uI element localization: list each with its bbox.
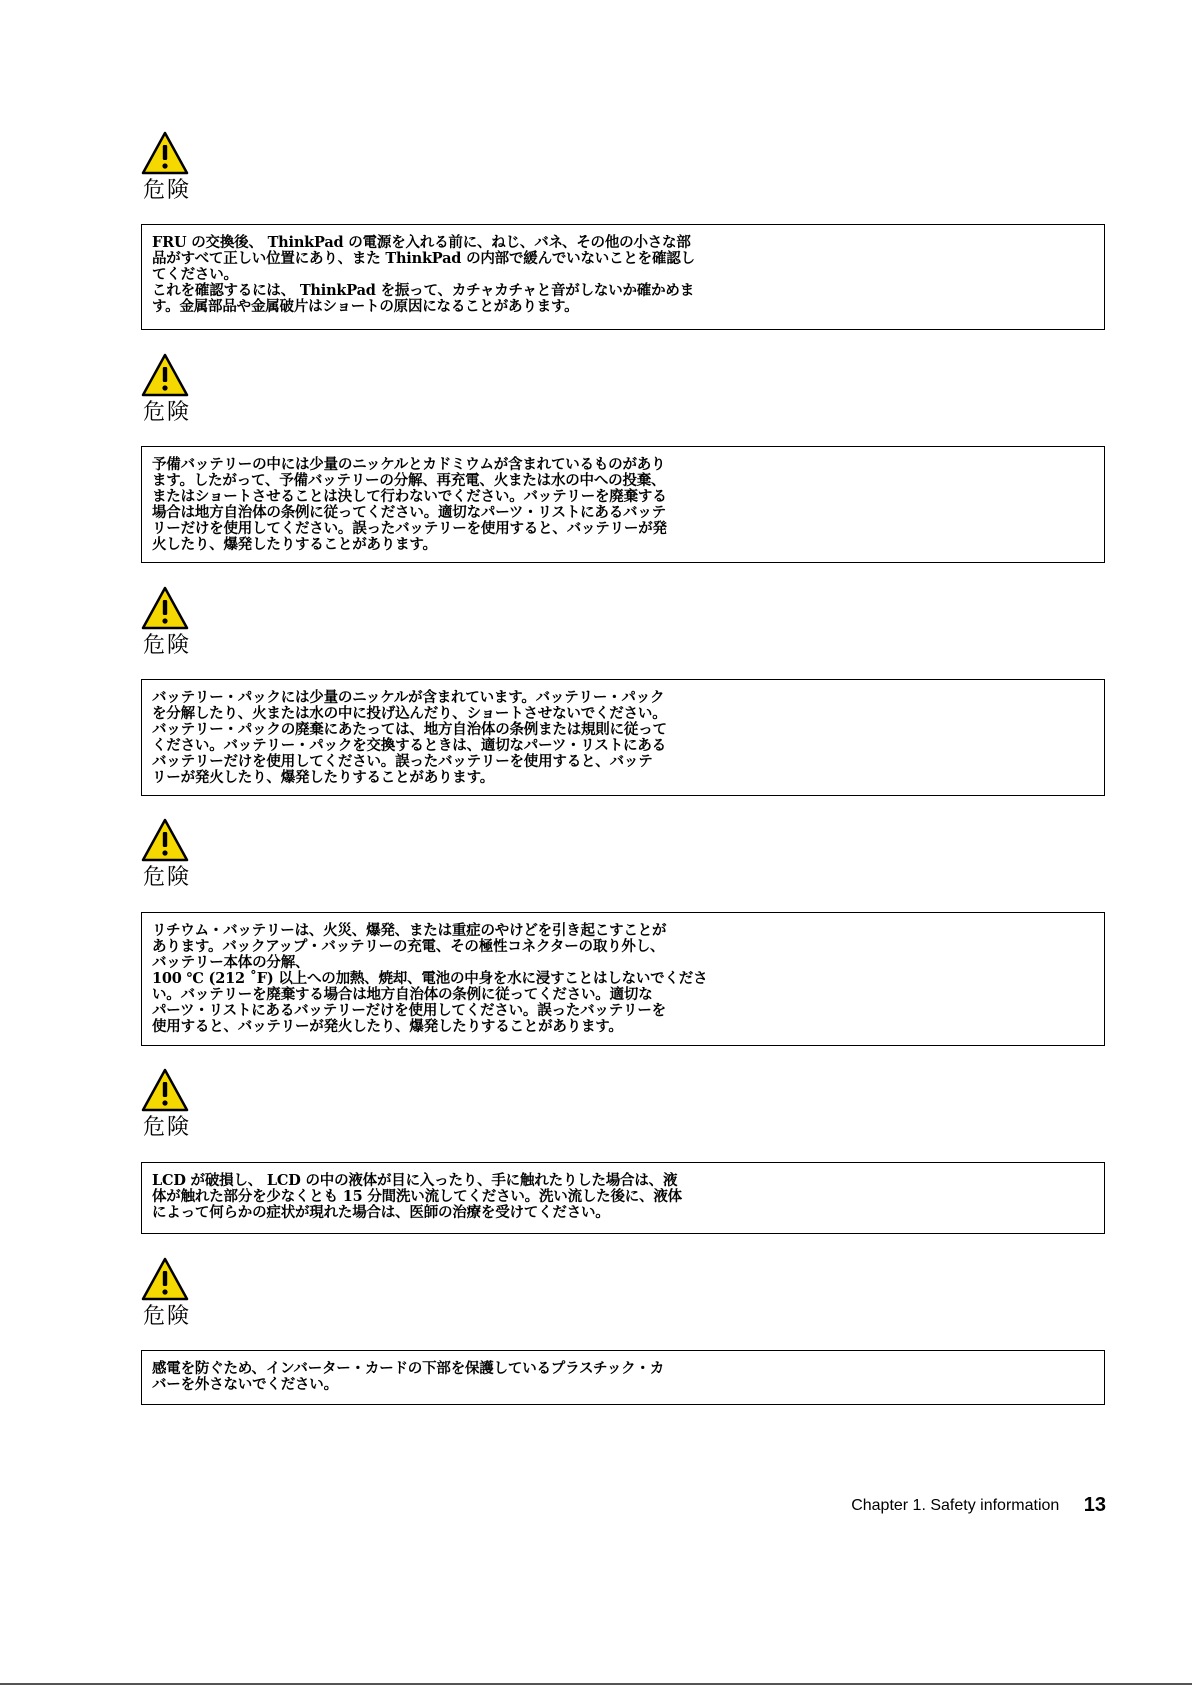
- notice-box: [141, 679, 1105, 796]
- chapter-title: Chapter 1. Safety information: [851, 1496, 1060, 1514]
- notice-text-line: 品がすべて正しい位置にあり、また ThinkPad の内部で緩んでいないことを確認し: [152, 250, 695, 267]
- notice-text-line: す。金属部品や金属破片はショートの原因になることがあります。: [152, 298, 579, 315]
- notice-box: [141, 912, 1105, 1046]
- notice-text-line: 使用すると、バッテリーが発火したり、爆発したりすることがあります。: [152, 1018, 623, 1035]
- notice-text-line: バッテリーだけを使用してください。誤ったバッテリーを使用すると、バッテ: [152, 753, 653, 770]
- notice-text-line: ます。したがって、予備バッテリーの分解、再充電、火または水の中への投棄、: [152, 472, 666, 489]
- warning-triangle-icon: [141, 131, 189, 175]
- notice-text-line: リーだけを使用してください。誤ったバッテリーを使用すると、バッテリーが発: [152, 520, 667, 537]
- notice-text-line: バッテリー・パックには少量のニッケルが含まれています。バッテリー・パック: [152, 689, 665, 706]
- notice-text-line: これを確認するには、 ThinkPad を振って、カチャカチャと音がしないか確かめま: [152, 282, 695, 299]
- warning-triangle-icon: [141, 353, 189, 397]
- danger-label: 危険: [143, 1304, 192, 1329]
- page-footer: [851, 1494, 1106, 1517]
- notice-text-line: 体が触れた部分を少なくとも 15 分間洗い流してください。洗い流した後に、液体: [152, 1188, 682, 1205]
- warning-triangle-icon: [141, 586, 189, 630]
- notice-text-line: ください。バッテリー・パックを交換するときは、適切なパーツ・リストにある: [152, 737, 666, 754]
- notice-text-line: FRU の交換後、 ThinkPad の電源を入れる前に、ねじ、バネ、その他の小さな部: [152, 234, 691, 251]
- notice-text-line: を分解したり、火または水の中に投げ込んだり、ショートさせないでください。: [152, 705, 667, 722]
- danger-label: 危険: [143, 633, 192, 658]
- danger-label: 危険: [143, 178, 192, 203]
- notice-text-line: 予備バッテリーの中には少量のニッケルとカドミウムが含まれているものがあり: [152, 456, 666, 473]
- notice-text-line: 場合は地方自治体の条例に従ってください。適切なパーツ・リストにあるバッテ: [152, 504, 666, 521]
- notice-text-line: 火したり、爆発したりすることがあります。: [152, 536, 437, 553]
- notice-text-line: 感電を防ぐため、インバーター・カードの下部を保護しているプラスチック・カ: [152, 1360, 665, 1377]
- notice-text-line: LCD が破損し、 LCD の中の液体が目に入ったり、手に触れたりした場合は、液: [152, 1172, 678, 1189]
- notice-box: [141, 1162, 1105, 1234]
- danger-label: 危険: [143, 865, 192, 890]
- notice-text-line: またはショートさせることは決して行わないでください。バッテリーを廃棄する: [152, 488, 667, 505]
- notice-text-line: バーを外さないでください。: [152, 1376, 338, 1393]
- notice-text-line: バッテリー・パックの廃棄にあたっては、地方自治体の条例または規則に従って: [152, 721, 667, 738]
- notice-box: [141, 446, 1105, 563]
- notice-text-line: バッテリー本体の分解、: [152, 954, 310, 971]
- notice-text-line: リーが発火したり、爆発したりすることがあります。: [152, 769, 495, 786]
- notice-text-line: によって何らかの症状が現れた場合は、医師の治療を受けてください。: [152, 1204, 610, 1221]
- danger-label: 危険: [143, 400, 192, 425]
- notice-text-line: あります。バックアップ・バッテリーの充電、その極性コネクターの取り外し、: [152, 938, 665, 955]
- notice-text-line: リチウム・バッテリーは、火災、爆発、または重症のやけどを引き起こすことが: [152, 922, 667, 939]
- warning-triangle-icon: [141, 818, 189, 862]
- notice-text-line: パーツ・リストにあるバッテリーだけを使用してください。誤ったバッテリーを: [152, 1002, 666, 1019]
- notice-box: [141, 224, 1105, 330]
- notice-text-line: 100 ℃ (212 ˚F) 以上への加熱、焼却、電池の中身を水に浸すことはしないでくださ: [152, 970, 708, 987]
- warning-triangle-icon: [141, 1068, 189, 1112]
- notice-text-line: てください。: [152, 266, 238, 283]
- warning-triangle-icon: [141, 1257, 189, 1301]
- notice-text-line: い。バッテリーを廃棄する場合は地方自治体の条例に従ってください。適切な: [152, 986, 653, 1003]
- page-number: 13: [1083, 1494, 1106, 1516]
- notice-box: [141, 1350, 1105, 1405]
- danger-label: 危険: [143, 1115, 192, 1140]
